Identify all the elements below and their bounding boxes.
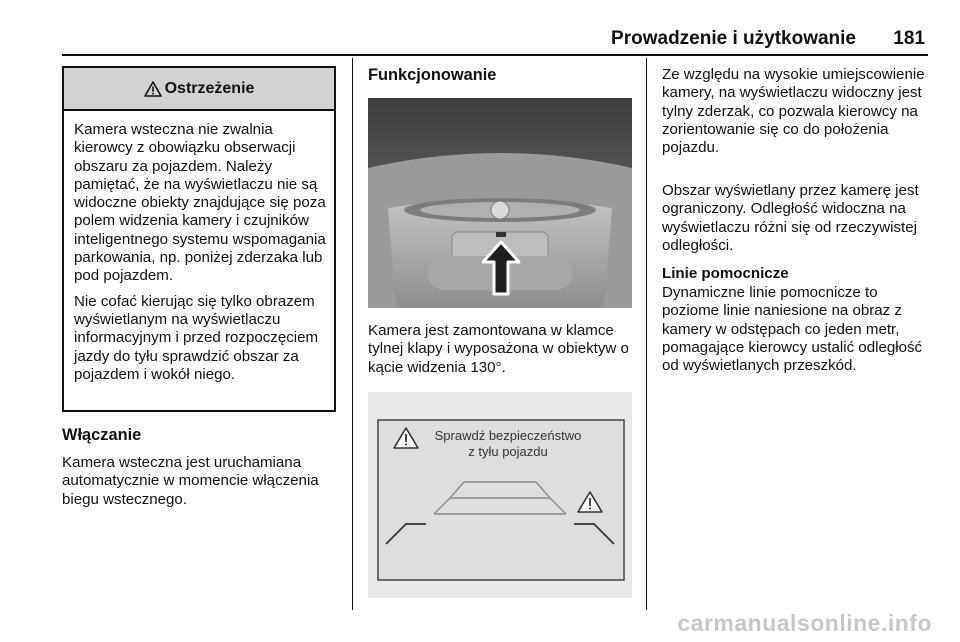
display-warning-line-2: z tyłu pojazdu [468, 444, 548, 459]
warning-header [64, 68, 334, 111]
right-paragraph-1: Ze względu na wysokie umiejscowienie kamery, na wyświetlaczu widoczny jest tylny zderzak, co pozwala kierowcy na zorientowanie się co do położenia pojazdu. [662, 66, 925, 157]
camera-display-illustration [368, 392, 632, 598]
page-number: 181 [893, 28, 925, 49]
function-caption: Kamera jest zamontowana w klamce tylnej klapy i wyposażona w obiektyw o kącie widzenia 130°. [368, 322, 629, 376]
right-paragraph-2: Obszar wyświetlany przez kamerę jest ograniczony. Odległość widoczna na wyświetlaczu różni się od rzeczywistej odległości. [662, 182, 919, 254]
tailgate-illustration [368, 98, 632, 308]
camera-display-figure [368, 392, 632, 598]
page-header-title: Prowadzenie i użytkowanie [611, 28, 856, 49]
column-divider-left [352, 58, 353, 610]
display-warning-line-1: Sprawdź bezpieczeństwo [434, 428, 582, 443]
tailgate-camera-photo [368, 98, 632, 308]
warning-paragraph-1: Kamera wsteczna nie zwalnia kierowcy z obowiązku obserwacji obszaru za pojazdem. Należy pamiętać, że na wyświetlaczu nie są widoczne obiekty znajdujące się poza polem widzenia kamery i czujników inteligentnego systemu wspomagania parkowania, np. poniżej zderzaka lub pod pojazdem. [74, 121, 326, 285]
warning-triangle-icon [144, 81, 162, 97]
header-rule [62, 54, 928, 56]
function-heading: Funkcjonowanie [368, 66, 497, 84]
warning-box [62, 66, 336, 412]
activation-text: Kamera wsteczna jest uruchamiana automatycznie w momencie włączenia biegu wstecznego. [62, 454, 319, 508]
warning-title: Ostrzeżenie [164, 79, 255, 97]
warning-paragraph-2: Nie cofać kierując się tylko obrazem wyświetlanym na wyświetlaczu informacyjnym i przed rozpoczęciem jazdy do tyłu sprawdzić obszar za pojazdem i wokół niego. [74, 292, 319, 383]
column-divider-right [646, 58, 647, 610]
watermark: carmanualsonline.info [677, 610, 932, 636]
warning-body [64, 111, 334, 384]
activation-heading: Włączanie [62, 426, 142, 444]
guidelines-text: Dynamiczne linie pomocnicze to poziome linie naniesione na obraz z kamery w odstępach co jeden metr, pomagające kierowcy ustalić odległość od wyświetlanych przeszkód. [662, 284, 923, 375]
guidelines-heading: Linie pomocnicze [662, 265, 789, 282]
